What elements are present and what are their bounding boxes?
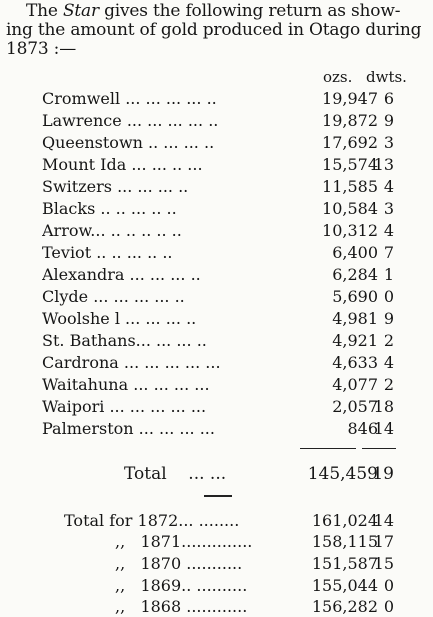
table-row (0, 510, 433, 531)
table-row (0, 396, 433, 417)
intro-line-2: ing the amount of gold produced in Otago during (6, 21, 422, 40)
table-row (0, 132, 433, 153)
total-label: Total ... ... (124, 464, 227, 484)
district-dwts: 0 (383, 287, 394, 306)
year-dwts: 0 (383, 576, 394, 595)
district-ozs: 11,585 (322, 177, 378, 196)
district-dwts: 2 (383, 331, 394, 350)
district-ozs: 6,400 (332, 243, 378, 262)
section-divider (204, 495, 232, 497)
district-ozs: 4,981 (332, 309, 378, 328)
table-row (0, 242, 433, 263)
district-ozs: 5,690 (332, 287, 378, 306)
sum-rule-ozs (300, 448, 356, 449)
table-row (0, 308, 433, 329)
district-name: Teviot .. .. ... .. .. (42, 243, 173, 262)
district-name: St. Bathans... ... ... .. (42, 331, 207, 350)
total-dwts: 19 (372, 464, 394, 484)
table-row (0, 553, 433, 574)
year-label: ,, 1868 ............ (115, 597, 248, 616)
year-ozs: 158,115 (311, 532, 378, 551)
total-ozs: 145,459 (307, 464, 378, 484)
year-label: ,, 1871.............. (115, 532, 253, 551)
district-ozs: 10,312 (322, 221, 378, 240)
district-name: Switzers ... ... ... .. (42, 177, 189, 196)
district-dwts: 9 (383, 111, 394, 130)
district-dwts: 7 (383, 243, 394, 262)
year-dwts: 14 (373, 511, 394, 530)
table-row (0, 418, 433, 439)
district-dwts: 1 (383, 265, 394, 284)
district-name: Alexandra ... ... ... .. (42, 265, 201, 284)
header-dwts: dwts. (366, 68, 407, 86)
district-ozs: 19,947 (322, 89, 378, 108)
table-row (0, 220, 433, 241)
year-dwts: 17 (373, 532, 394, 551)
year-ozs: 156,282 (311, 597, 378, 616)
newspaper-name: Star (62, 2, 99, 21)
year-label: ,, 1869.. .......... (115, 576, 248, 595)
year-label: Total for 1872... ........ (64, 511, 240, 530)
district-ozs: 846 (347, 419, 378, 438)
table-row (0, 154, 433, 175)
district-name: Woolshe l ... ... ... .. (42, 309, 197, 328)
intro-line-3: 1873 :— (6, 40, 76, 59)
table-row (0, 330, 433, 351)
district-dwts: 2 (383, 375, 394, 394)
year-ozs: 151,587 (311, 554, 378, 573)
district-name: Mount Ida ... ... .. ... (42, 155, 203, 174)
table-row (0, 374, 433, 395)
table-row (0, 575, 433, 596)
table-row (0, 198, 433, 219)
district-dwts: 9 (383, 309, 394, 328)
district-name: Clyde ... ... ... ... .. (42, 287, 185, 306)
header-ozs: ozs. (323, 68, 353, 86)
district-name: Arrow... .. .. .. .. .. (42, 221, 182, 240)
district-name: Waitahuna ... ... ... ... (42, 375, 210, 394)
district-dwts: 14 (373, 419, 394, 438)
district-name: Lawrence ... ... ... ... .. (42, 111, 219, 130)
table-row (0, 352, 433, 373)
district-dwts: 3 (383, 133, 394, 152)
district-dwts: 18 (373, 397, 394, 416)
district-name: Cromwell ... ... ... ... .. (42, 89, 217, 108)
intro-paragraph (6, 2, 430, 59)
table-row (0, 176, 433, 197)
district-ozs: 4,921 (332, 331, 378, 350)
district-ozs: 10,584 (322, 199, 378, 218)
table-row (0, 531, 433, 552)
district-dwts: 4 (383, 353, 394, 372)
district-ozs: 4,077 (332, 375, 378, 394)
district-dwts: 4 (383, 177, 394, 196)
district-ozs: 2,057 (332, 397, 378, 416)
year-ozs: 155,044 (311, 576, 378, 595)
total-row (0, 464, 433, 485)
table-row (0, 596, 433, 617)
year-dwts: 15 (373, 554, 394, 573)
district-dwts: 4 (383, 221, 394, 240)
table-row (0, 264, 433, 285)
year-ozs: 161,024 (311, 511, 378, 530)
district-dwts: 3 (383, 199, 394, 218)
year-label: ,, 1870 ........... (115, 554, 243, 573)
district-ozs: 19,872 (322, 111, 378, 130)
district-ozs: 15,574 (322, 155, 378, 174)
table-row (0, 286, 433, 307)
intro-line-1: The Star gives the following return as show- (26, 2, 401, 21)
district-dwts: 13 (373, 155, 394, 174)
district-name: Blacks .. .. ... .. .. (42, 199, 177, 218)
district-dwts: 6 (383, 89, 394, 108)
sum-rule-dwts (362, 448, 396, 449)
district-name: Queenstown .. ... ... .. (42, 133, 215, 152)
table-row (0, 110, 433, 131)
table-row (0, 88, 433, 109)
year-dwts: 0 (383, 597, 394, 616)
district-name: Waipori ... ... ... ... ... (42, 397, 207, 416)
district-ozs: 6,284 (332, 265, 378, 284)
district-ozs: 4,633 (332, 353, 378, 372)
district-name: Palmerston ... ... ... ... (42, 419, 215, 438)
district-ozs: 17,692 (322, 133, 378, 152)
district-name: Cardrona ... ... ... ... ... (42, 353, 221, 372)
